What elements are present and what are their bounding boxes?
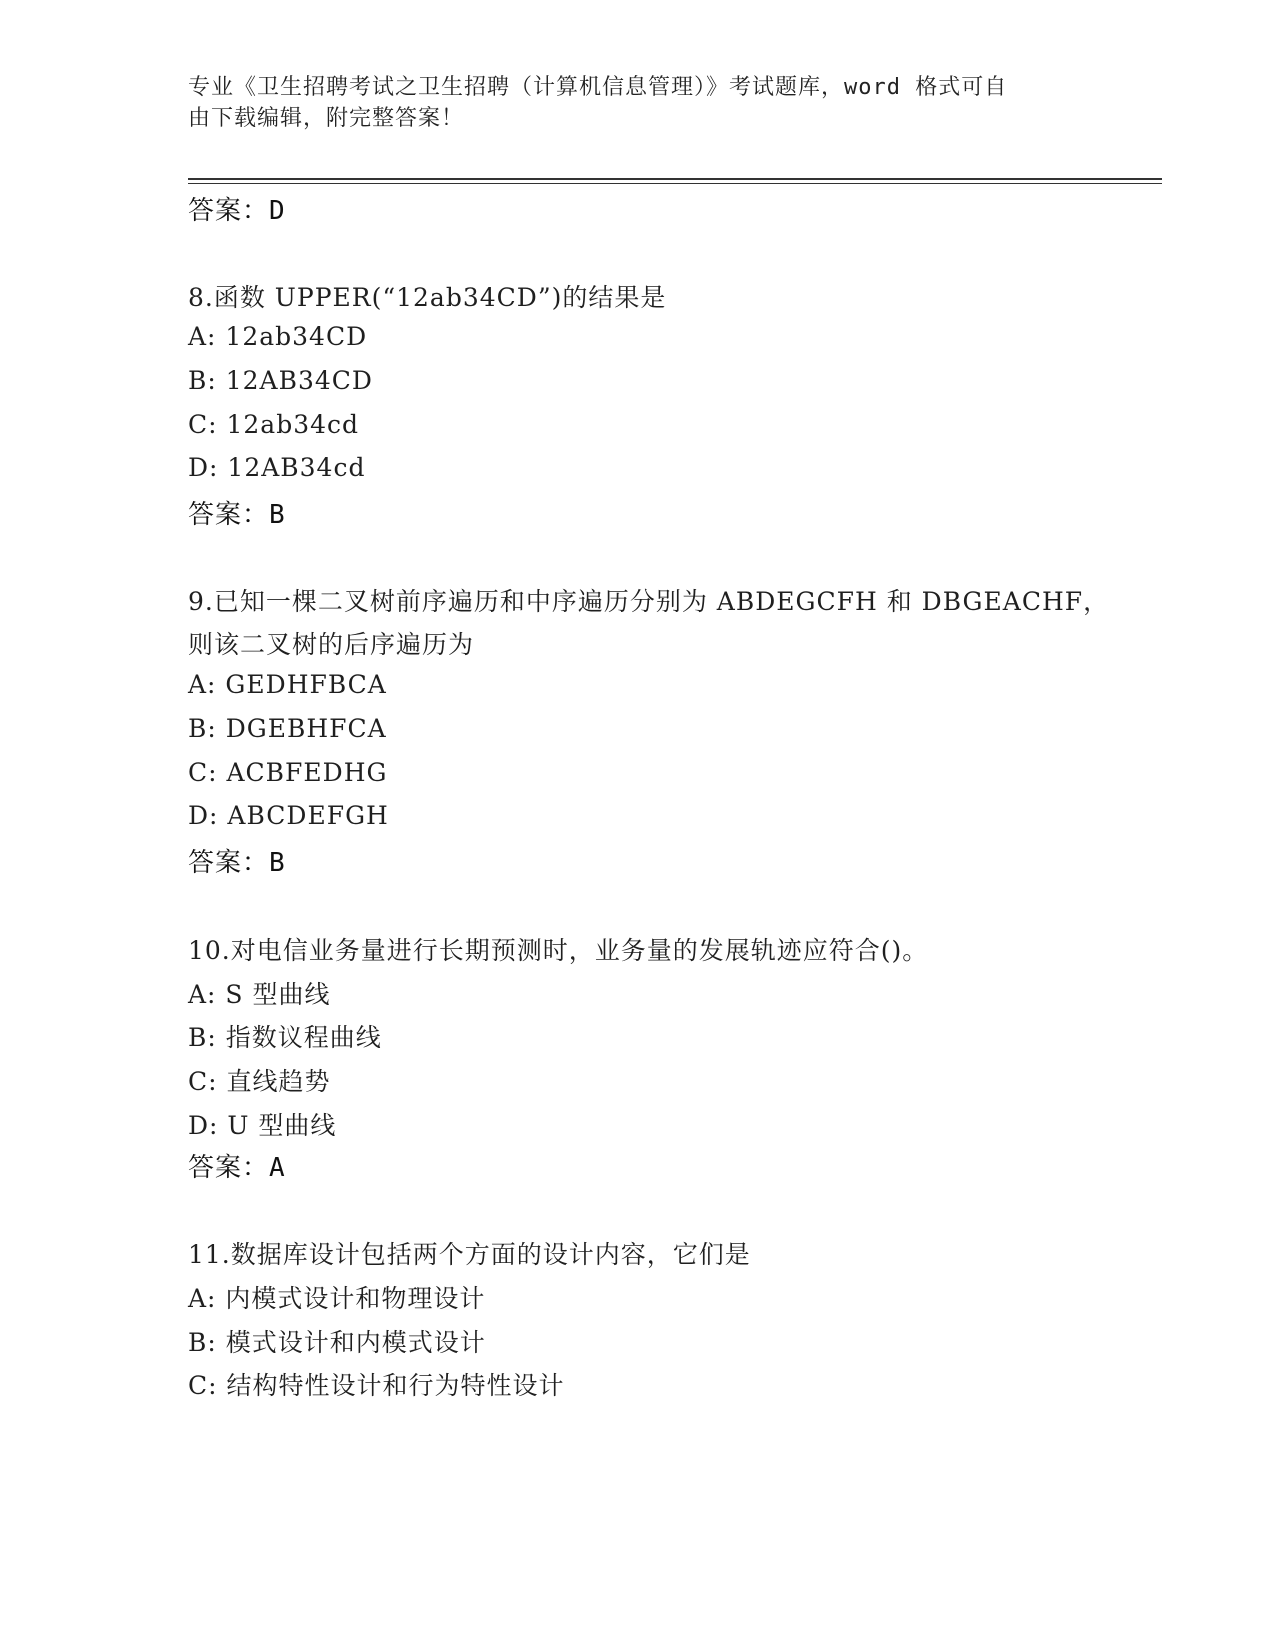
question-8-option-b: B: 12AB34CD: [188, 366, 373, 395]
question-9-option-d: D: ABCDEFGH: [188, 801, 389, 830]
question-9-option-c: C: ACBFEDHG: [188, 758, 388, 787]
document-header: [188, 72, 1068, 134]
header-divider-thick: [188, 178, 1162, 180]
question-9-option-a: A: GEDHFBCA: [188, 670, 387, 699]
question-8-option-a: A: 12ab34CD: [188, 322, 368, 351]
question-9-answer: 答案：B: [188, 848, 286, 878]
question-11-stem: 11.数据库设计包括两个方面的设计内容，它们是: [188, 1240, 751, 1269]
question-10-answer: 答案：A: [188, 1153, 286, 1183]
question-11-option-c: C: 结构特性设计和行为特性设计: [188, 1371, 565, 1400]
question-10-option-c: C: 直线趋势: [188, 1067, 331, 1096]
question-11-option-a: A: 内模式设计和物理设计: [188, 1284, 486, 1313]
question-8-option-d: D: 12AB34cd: [188, 453, 366, 482]
question-9-stem-line-1: 9.已知一棵二叉树前序遍历和中序遍历分别为 ABDEGCFH 和 DBGEACHF，: [188, 587, 1110, 616]
answer-prev: 答案：D: [188, 196, 286, 226]
question-10-option-b: B: 指数议程曲线: [188, 1023, 382, 1052]
question-10-option-d: D: U 型曲线: [188, 1111, 337, 1140]
question-8-stem: 8.函数 UPPER(“12ab34CD”)的结果是: [188, 283, 667, 312]
question-11-option-b: B: 模式设计和内模式设计: [188, 1328, 486, 1357]
question-10-option-a: A: S 型曲线: [188, 980, 331, 1009]
question-9-stem-line-2: 则该二叉树的后序遍历为: [188, 630, 475, 659]
header-line-2: 由下载编辑，附完整答案！: [188, 106, 465, 131]
question-10-stem: 10.对电信业务量进行长期预测时，业务量的发展轨迹应符合()。: [188, 936, 929, 965]
header-divider-thin: [188, 183, 1162, 184]
question-8-option-c: C: 12ab34cd: [188, 410, 360, 439]
header-line-1: 专业《卫生招聘考试之卫生招聘（计算机信息管理）》考试题库，word 格式可自: [188, 75, 1008, 100]
question-8-answer: 答案：B: [188, 500, 286, 530]
question-9-option-b: B: DGEBHFCA: [188, 714, 387, 743]
